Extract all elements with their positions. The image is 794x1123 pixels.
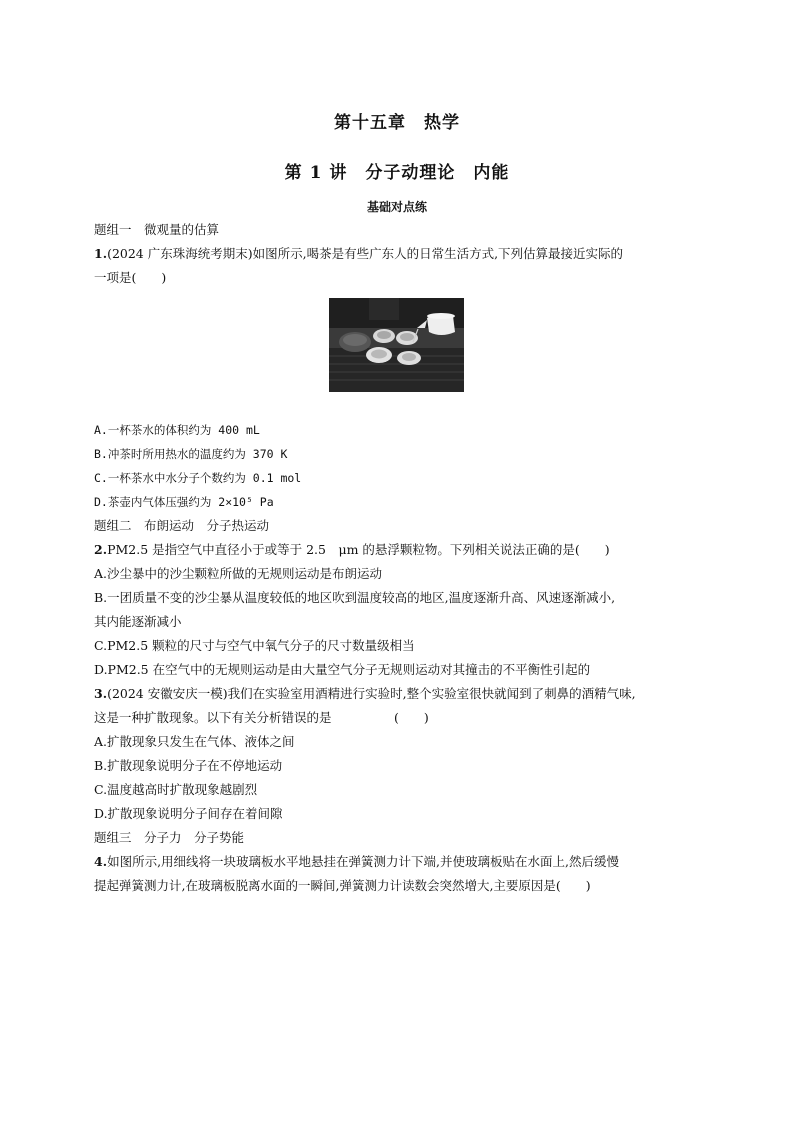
section-title: 基础对点练	[366, 200, 427, 214]
question-1-line-2: 一项是( )	[94, 270, 167, 285]
question-3-option-b: B.扩散现象说明分子在不停地运动	[94, 758, 283, 773]
lecture-title: 第 1 讲 分子动理论 内能	[284, 163, 510, 183]
question-1-option-b: B.冲茶时所用热水的温度约为 370 K	[94, 447, 288, 461]
question-3-option-c: C.温度越高时扩散现象越剧烈	[94, 782, 258, 797]
chapter-title: 第十五章 热学	[334, 113, 460, 133]
exercise-content	[94, 218, 700, 898]
question-3-stem: (2024 安徽安庆一模)我们在实验室用酒精进行实验时,整个实验室很快就闻到了刺鼻的酒精气味,	[107, 686, 636, 701]
question-2-option-d: D.PM2.5 在空气中的无规则运动是由大量空气分子无规则运动对其撞击的不平衡性引起的	[94, 662, 591, 677]
question-4-line-1	[94, 850, 700, 874]
tea-set-photo	[329, 298, 464, 392]
question-1-option-d: D.茶壶内气体压强约为 2×10⁵ Pa	[94, 495, 274, 509]
group3-title: 题组三 分子力 分子势能	[94, 830, 245, 845]
question-1-option-c: C.一杯茶水中水分子个数约为 0.1 mol	[94, 471, 302, 485]
question-3-line-2: 这是一种扩散现象。以下有关分析错误的是 ( )	[94, 710, 429, 725]
question-1-option-a: A.一杯茶水的体积约为 400 mL	[94, 423, 260, 437]
question-1-figure-area	[94, 298, 700, 418]
question-2-number: 2.	[94, 542, 108, 557]
question-2-option-b-line-2: 其内能逐渐减小	[94, 614, 182, 629]
tea-set-illustration	[329, 298, 464, 392]
group1-title: 题组一 微观量的估算	[94, 222, 220, 237]
question-4-number: 4.	[94, 854, 108, 869]
question-1-number: 1.	[94, 246, 108, 261]
question-4-stem: 如图所示,用细线将一块玻璃板水平地悬挂在弹簧测力计下端,并使玻璃板贴在水面上,然后缓慢	[107, 854, 619, 869]
group2-title: 题组二 布朗运动 分子热运动	[94, 518, 270, 533]
question-3-option-a: A.扩散现象只发生在气体、液体之间	[94, 734, 295, 749]
question-2-line-1	[94, 538, 700, 562]
question-2-option-a: A.沙尘暴中的沙尘颗粒所做的无规则运动是布朗运动	[94, 566, 383, 581]
question-2-stem: PM2.5 是指空气中直径小于或等于 2.5 μm 的悬浮颗粒物。下列相关说法正确的是( )	[107, 542, 610, 557]
question-1-line-1	[94, 242, 700, 266]
question-1-stem: (2024 广东珠海统考期末)如图所示,喝茶是有些广东人的日常生活方式,下列估算最接近实际的	[107, 246, 624, 261]
question-2-option-c: C.PM2.5 颗粒的尺寸与空气中氧气分子的尺寸数量级相当	[94, 638, 415, 653]
question-3-line-1	[94, 682, 700, 706]
question-2-option-b-line-1: B.一团质量不变的沙尘暴从温度较低的地区吹到温度较高的地区,温度逐渐升高、风速逐渐减小,	[94, 590, 616, 605]
question-4-line-2: 提起弹簧测力计,在玻璃板脱离水面的一瞬间,弹簧测力计读数会突然增大,主要原因是( )	[94, 878, 591, 893]
question-3-number: 3.	[94, 686, 108, 701]
question-3-option-d: D.扩散现象说明分子间存在着间隙	[94, 806, 283, 821]
